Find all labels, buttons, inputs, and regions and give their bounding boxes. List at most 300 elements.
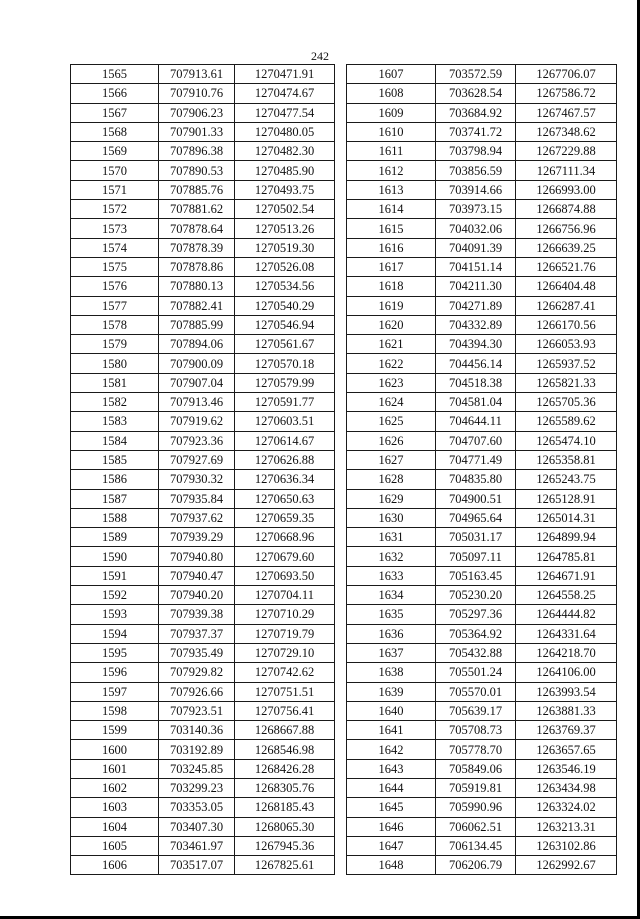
- point-id-cell: 1585: [71, 450, 159, 469]
- table-row: [71, 701, 335, 720]
- x-coordinate-cell: 704332.89: [436, 315, 516, 334]
- x-coordinate-cell: 707927.69: [159, 450, 235, 469]
- point-id-cell: 1566: [71, 84, 159, 103]
- y-coordinate-cell: 1270626.88: [235, 450, 335, 469]
- y-coordinate-cell: 1268546.98: [235, 740, 335, 759]
- point-id-cell: 1627: [347, 450, 436, 469]
- point-id-cell: 1639: [347, 682, 436, 701]
- point-id-cell: 1637: [347, 643, 436, 662]
- y-coordinate-cell: 1270540.29: [235, 296, 335, 315]
- y-coordinate-cell: 1270519.30: [235, 238, 335, 257]
- point-id-cell: 1594: [71, 624, 159, 643]
- x-coordinate-cell: 704900.51: [436, 489, 516, 508]
- x-coordinate-cell: 704965.64: [436, 508, 516, 527]
- table-row: [71, 142, 335, 161]
- point-id-cell: 1569: [71, 142, 159, 161]
- table-row: [347, 643, 617, 662]
- y-coordinate-cell: 1267467.57: [516, 103, 617, 122]
- point-id-cell: 1570: [71, 161, 159, 180]
- y-coordinate-cell: 1263102.86: [516, 836, 617, 855]
- x-coordinate-cell: 707894.06: [159, 335, 235, 354]
- y-coordinate-cell: 1267111.34: [516, 161, 617, 180]
- table-row: [347, 624, 617, 643]
- y-coordinate-cell: 1270482.30: [235, 142, 335, 161]
- point-id-cell: 1579: [71, 335, 159, 354]
- point-id-cell: 1623: [347, 373, 436, 392]
- table-row: [347, 65, 617, 84]
- table-row: [347, 393, 617, 412]
- table-row: [347, 663, 617, 682]
- x-coordinate-cell: 707885.99: [159, 315, 235, 334]
- y-coordinate-cell: 1270591.77: [235, 393, 335, 412]
- y-coordinate-cell: 1270485.90: [235, 161, 335, 180]
- y-coordinate-cell: 1270561.67: [235, 335, 335, 354]
- y-coordinate-cell: 1270471.91: [235, 65, 335, 84]
- x-coordinate-cell: 705639.17: [436, 701, 516, 720]
- table-row: [347, 778, 617, 797]
- point-id-cell: 1601: [71, 759, 159, 778]
- y-coordinate-cell: 1265243.75: [516, 470, 617, 489]
- x-coordinate-cell: 707878.39: [159, 238, 235, 257]
- table-row: [71, 663, 335, 682]
- point-id-cell: 1604: [71, 817, 159, 836]
- table-row: [71, 354, 335, 373]
- x-coordinate-cell: 707940.20: [159, 586, 235, 605]
- point-id-cell: 1607: [347, 65, 436, 84]
- x-coordinate-cell: 707890.53: [159, 161, 235, 180]
- table-row: [347, 431, 617, 450]
- table-row: [71, 643, 335, 662]
- table-row: [347, 84, 617, 103]
- y-coordinate-cell: 1266287.41: [516, 296, 617, 315]
- table-row: [347, 566, 617, 585]
- x-coordinate-cell: 707901.33: [159, 122, 235, 141]
- point-id-cell: 1568: [71, 122, 159, 141]
- point-id-cell: 1620: [347, 315, 436, 334]
- x-coordinate-cell: 707878.86: [159, 257, 235, 276]
- x-coordinate-cell: 706134.45: [436, 836, 516, 855]
- point-id-cell: 1606: [71, 856, 159, 875]
- table-row: [347, 759, 617, 778]
- point-id-cell: 1565: [71, 65, 159, 84]
- point-id-cell: 1632: [347, 547, 436, 566]
- x-coordinate-cell: 707913.46: [159, 393, 235, 412]
- x-coordinate-cell: 707926.66: [159, 682, 235, 701]
- table-row: [347, 200, 617, 219]
- table-row: [71, 721, 335, 740]
- x-coordinate-cell: 707900.09: [159, 354, 235, 373]
- x-coordinate-cell: 704211.30: [436, 277, 516, 296]
- point-id-cell: 1624: [347, 393, 436, 412]
- x-coordinate-cell: 707939.38: [159, 605, 235, 624]
- point-id-cell: 1573: [71, 219, 159, 238]
- table-row: [71, 682, 335, 701]
- y-coordinate-cell: 1264785.81: [516, 547, 617, 566]
- y-coordinate-cell: 1270636.34: [235, 470, 335, 489]
- table-row: [347, 856, 617, 875]
- y-coordinate-cell: 1263546.19: [516, 759, 617, 778]
- x-coordinate-cell: 707930.32: [159, 470, 235, 489]
- point-id-cell: 1599: [71, 721, 159, 740]
- table-row: [71, 798, 335, 817]
- table-row: [71, 103, 335, 122]
- point-id-cell: 1640: [347, 701, 436, 720]
- x-coordinate-cell: 703914.66: [436, 180, 516, 199]
- x-coordinate-cell: 705501.24: [436, 663, 516, 682]
- table-row: [347, 508, 617, 527]
- y-coordinate-cell: 1266639.25: [516, 238, 617, 257]
- coordinate-table-right-body: [347, 65, 617, 875]
- x-coordinate-cell: 705570.01: [436, 682, 516, 701]
- x-coordinate-cell: 707937.37: [159, 624, 235, 643]
- x-coordinate-cell: 707906.23: [159, 103, 235, 122]
- table-row: [347, 721, 617, 740]
- table-row: [347, 219, 617, 238]
- table-row: [71, 84, 335, 103]
- table-row: [347, 489, 617, 508]
- x-coordinate-cell: 707878.64: [159, 219, 235, 238]
- x-coordinate-cell: 707937.62: [159, 508, 235, 527]
- point-id-cell: 1580: [71, 354, 159, 373]
- y-coordinate-cell: 1270719.79: [235, 624, 335, 643]
- y-coordinate-cell: 1270546.94: [235, 315, 335, 334]
- table-row: [347, 547, 617, 566]
- y-coordinate-cell: 1265589.62: [516, 412, 617, 431]
- x-coordinate-cell: 703407.30: [159, 817, 235, 836]
- x-coordinate-cell: 706062.51: [436, 817, 516, 836]
- x-coordinate-cell: 703140.36: [159, 721, 235, 740]
- x-coordinate-cell: 704518.38: [436, 373, 516, 392]
- x-coordinate-cell: 707935.84: [159, 489, 235, 508]
- point-id-cell: 1626: [347, 431, 436, 450]
- table-row: [347, 798, 617, 817]
- point-id-cell: 1643: [347, 759, 436, 778]
- point-id-cell: 1581: [71, 373, 159, 392]
- point-id-cell: 1598: [71, 701, 159, 720]
- x-coordinate-cell: 707882.41: [159, 296, 235, 315]
- coordinate-table-left-body: [71, 65, 335, 875]
- table-row: [347, 528, 617, 547]
- x-coordinate-cell: 707923.51: [159, 701, 235, 720]
- point-id-cell: 1610: [347, 122, 436, 141]
- point-id-cell: 1586: [71, 470, 159, 489]
- x-coordinate-cell: 707896.38: [159, 142, 235, 161]
- point-id-cell: 1633: [347, 566, 436, 585]
- point-id-cell: 1587: [71, 489, 159, 508]
- x-coordinate-cell: 704091.39: [436, 238, 516, 257]
- y-coordinate-cell: 1264218.70: [516, 643, 617, 662]
- x-coordinate-cell: 705990.96: [436, 798, 516, 817]
- table-row: [347, 122, 617, 141]
- y-coordinate-cell: 1263657.65: [516, 740, 617, 759]
- table-row: [71, 586, 335, 605]
- table-row: [71, 200, 335, 219]
- point-id-cell: 1611: [347, 142, 436, 161]
- point-id-cell: 1638: [347, 663, 436, 682]
- y-coordinate-cell: 1267586.72: [516, 84, 617, 103]
- point-id-cell: 1619: [347, 296, 436, 315]
- point-id-cell: 1603: [71, 798, 159, 817]
- point-id-cell: 1629: [347, 489, 436, 508]
- point-id-cell: 1621: [347, 335, 436, 354]
- y-coordinate-cell: 1270742.62: [235, 663, 335, 682]
- y-coordinate-cell: 1263993.54: [516, 682, 617, 701]
- table-row: [71, 296, 335, 315]
- point-id-cell: 1605: [71, 836, 159, 855]
- point-id-cell: 1616: [347, 238, 436, 257]
- x-coordinate-cell: 704456.14: [436, 354, 516, 373]
- table-row: [71, 508, 335, 527]
- point-id-cell: 1591: [71, 566, 159, 585]
- y-coordinate-cell: 1270710.29: [235, 605, 335, 624]
- x-coordinate-cell: 703192.89: [159, 740, 235, 759]
- point-id-cell: 1608: [347, 84, 436, 103]
- y-coordinate-cell: 1270526.08: [235, 257, 335, 276]
- x-coordinate-cell: 703798.94: [436, 142, 516, 161]
- y-coordinate-cell: 1265014.31: [516, 508, 617, 527]
- y-coordinate-cell: 1270751.51: [235, 682, 335, 701]
- y-coordinate-cell: 1267348.62: [516, 122, 617, 141]
- point-id-cell: 1600: [71, 740, 159, 759]
- table-row: [71, 740, 335, 759]
- x-coordinate-cell: 705708.73: [436, 721, 516, 740]
- point-id-cell: 1645: [347, 798, 436, 817]
- table-row: [347, 315, 617, 334]
- y-coordinate-cell: 1268667.88: [235, 721, 335, 740]
- table-row: [71, 335, 335, 354]
- table-row: [71, 238, 335, 257]
- table-row: [347, 817, 617, 836]
- x-coordinate-cell: 705919.81: [436, 778, 516, 797]
- x-coordinate-cell: 707935.49: [159, 643, 235, 662]
- y-coordinate-cell: 1265474.10: [516, 431, 617, 450]
- x-coordinate-cell: 703628.54: [436, 84, 516, 103]
- y-coordinate-cell: 1266170.56: [516, 315, 617, 334]
- table-row: [71, 373, 335, 392]
- table-row: [347, 412, 617, 431]
- table-row: [347, 354, 617, 373]
- x-coordinate-cell: 705364.92: [436, 624, 516, 643]
- x-coordinate-cell: 705297.36: [436, 605, 516, 624]
- coordinate-table-right: [346, 64, 617, 875]
- point-id-cell: 1631: [347, 528, 436, 547]
- point-id-cell: 1567: [71, 103, 159, 122]
- x-coordinate-cell: 704151.14: [436, 257, 516, 276]
- y-coordinate-cell: 1270474.67: [235, 84, 335, 103]
- point-id-cell: 1574: [71, 238, 159, 257]
- x-coordinate-cell: 703856.59: [436, 161, 516, 180]
- point-id-cell: 1642: [347, 740, 436, 759]
- y-coordinate-cell: 1263434.98: [516, 778, 617, 797]
- x-coordinate-cell: 707929.82: [159, 663, 235, 682]
- x-coordinate-cell: 703572.59: [436, 65, 516, 84]
- y-coordinate-cell: 1266521.76: [516, 257, 617, 276]
- point-id-cell: 1593: [71, 605, 159, 624]
- x-coordinate-cell: 707940.80: [159, 547, 235, 566]
- table-row: [347, 373, 617, 392]
- x-coordinate-cell: 704581.04: [436, 393, 516, 412]
- table-row: [71, 605, 335, 624]
- y-coordinate-cell: 1270704.11: [235, 586, 335, 605]
- y-coordinate-cell: 1265705.36: [516, 393, 617, 412]
- y-coordinate-cell: 1266053.93: [516, 335, 617, 354]
- x-coordinate-cell: 704707.60: [436, 431, 516, 450]
- table-row: [347, 605, 617, 624]
- x-coordinate-cell: 703245.85: [159, 759, 235, 778]
- y-coordinate-cell: 1270668.96: [235, 528, 335, 547]
- point-id-cell: 1647: [347, 836, 436, 855]
- point-id-cell: 1582: [71, 393, 159, 412]
- table-row: [347, 277, 617, 296]
- point-id-cell: 1584: [71, 431, 159, 450]
- x-coordinate-cell: 705849.06: [436, 759, 516, 778]
- table-row: [71, 315, 335, 334]
- table-row: [71, 778, 335, 797]
- point-id-cell: 1597: [71, 682, 159, 701]
- point-id-cell: 1646: [347, 817, 436, 836]
- x-coordinate-cell: 705230.20: [436, 586, 516, 605]
- y-coordinate-cell: 1264558.25: [516, 586, 617, 605]
- y-coordinate-cell: 1270679.60: [235, 547, 335, 566]
- y-coordinate-cell: 1270534.56: [235, 277, 335, 296]
- point-id-cell: 1595: [71, 643, 159, 662]
- x-coordinate-cell: 707919.62: [159, 412, 235, 431]
- y-coordinate-cell: 1270729.10: [235, 643, 335, 662]
- y-coordinate-cell: 1270480.05: [235, 122, 335, 141]
- table-row: [71, 817, 335, 836]
- point-id-cell: 1641: [347, 721, 436, 740]
- table-row: [71, 528, 335, 547]
- x-coordinate-cell: 707907.04: [159, 373, 235, 392]
- x-coordinate-cell: 707885.76: [159, 180, 235, 199]
- point-id-cell: 1571: [71, 180, 159, 199]
- point-id-cell: 1625: [347, 412, 436, 431]
- y-coordinate-cell: 1270650.63: [235, 489, 335, 508]
- table-row: [71, 431, 335, 450]
- x-coordinate-cell: 707923.36: [159, 431, 235, 450]
- x-coordinate-cell: 705432.88: [436, 643, 516, 662]
- table-row: [71, 257, 335, 276]
- y-coordinate-cell: 1267706.07: [516, 65, 617, 84]
- point-id-cell: 1636: [347, 624, 436, 643]
- x-coordinate-cell: 703517.07: [159, 856, 235, 875]
- table-row: [347, 682, 617, 701]
- point-id-cell: 1576: [71, 277, 159, 296]
- x-coordinate-cell: 707881.62: [159, 200, 235, 219]
- table-row: [71, 450, 335, 469]
- x-coordinate-cell: 703684.92: [436, 103, 516, 122]
- y-coordinate-cell: 1270693.50: [235, 566, 335, 585]
- point-id-cell: 1575: [71, 257, 159, 276]
- point-id-cell: 1578: [71, 315, 159, 334]
- table-row: [347, 238, 617, 257]
- y-coordinate-cell: 1270502.54: [235, 200, 335, 219]
- y-coordinate-cell: 1264899.94: [516, 528, 617, 547]
- point-id-cell: 1583: [71, 412, 159, 431]
- table-row: [71, 412, 335, 431]
- x-coordinate-cell: 704771.49: [436, 450, 516, 469]
- point-id-cell: 1590: [71, 547, 159, 566]
- y-coordinate-cell: 1270493.75: [235, 180, 335, 199]
- y-coordinate-cell: 1270603.51: [235, 412, 335, 431]
- y-coordinate-cell: 1264444.82: [516, 605, 617, 624]
- point-id-cell: 1592: [71, 586, 159, 605]
- table-row: [347, 836, 617, 855]
- point-id-cell: 1613: [347, 180, 436, 199]
- y-coordinate-cell: 1267229.88: [516, 142, 617, 161]
- y-coordinate-cell: 1270756.41: [235, 701, 335, 720]
- point-id-cell: 1648: [347, 856, 436, 875]
- point-id-cell: 1602: [71, 778, 159, 797]
- point-id-cell: 1628: [347, 470, 436, 489]
- coordinate-table-left: [70, 64, 335, 875]
- x-coordinate-cell: 707880.13: [159, 277, 235, 296]
- table-row: [71, 856, 335, 875]
- y-coordinate-cell: 1263213.31: [516, 817, 617, 836]
- table-row: [71, 393, 335, 412]
- y-coordinate-cell: 1268065.30: [235, 817, 335, 836]
- x-coordinate-cell: 705031.17: [436, 528, 516, 547]
- y-coordinate-cell: 1265128.91: [516, 489, 617, 508]
- x-coordinate-cell: 704394.30: [436, 335, 516, 354]
- y-coordinate-cell: 1267945.36: [235, 836, 335, 855]
- table-row: [347, 701, 617, 720]
- table-row: [71, 489, 335, 508]
- point-id-cell: 1588: [71, 508, 159, 527]
- y-coordinate-cell: 1266756.96: [516, 219, 617, 238]
- y-coordinate-cell: 1262992.67: [516, 856, 617, 875]
- point-id-cell: 1618: [347, 277, 436, 296]
- point-id-cell: 1577: [71, 296, 159, 315]
- y-coordinate-cell: 1270513.26: [235, 219, 335, 238]
- point-id-cell: 1644: [347, 778, 436, 797]
- table-row: [347, 586, 617, 605]
- point-id-cell: 1609: [347, 103, 436, 122]
- y-coordinate-cell: 1267825.61: [235, 856, 335, 875]
- y-coordinate-cell: 1270477.54: [235, 103, 335, 122]
- table-row: [71, 759, 335, 778]
- point-id-cell: 1622: [347, 354, 436, 373]
- table-row: [347, 450, 617, 469]
- x-coordinate-cell: 707913.61: [159, 65, 235, 84]
- point-id-cell: 1617: [347, 257, 436, 276]
- x-coordinate-cell: 707939.29: [159, 528, 235, 547]
- table-row: [71, 180, 335, 199]
- y-coordinate-cell: 1266404.48: [516, 277, 617, 296]
- y-coordinate-cell: 1270614.67: [235, 431, 335, 450]
- y-coordinate-cell: 1265937.52: [516, 354, 617, 373]
- table-row: [71, 122, 335, 141]
- y-coordinate-cell: 1270570.18: [235, 354, 335, 373]
- x-coordinate-cell: 703741.72: [436, 122, 516, 141]
- point-id-cell: 1615: [347, 219, 436, 238]
- table-row: [71, 219, 335, 238]
- point-id-cell: 1612: [347, 161, 436, 180]
- y-coordinate-cell: 1263324.02: [516, 798, 617, 817]
- x-coordinate-cell: 705097.11: [436, 547, 516, 566]
- y-coordinate-cell: 1264106.00: [516, 663, 617, 682]
- x-coordinate-cell: 704271.89: [436, 296, 516, 315]
- table-row: [71, 470, 335, 489]
- x-coordinate-cell: 705163.45: [436, 566, 516, 585]
- table-row: [71, 547, 335, 566]
- x-coordinate-cell: 703461.97: [159, 836, 235, 855]
- y-coordinate-cell: 1264331.64: [516, 624, 617, 643]
- x-coordinate-cell: 703353.05: [159, 798, 235, 817]
- page-number: 242: [311, 49, 329, 63]
- y-coordinate-cell: 1268305.76: [235, 778, 335, 797]
- y-coordinate-cell: 1265821.33: [516, 373, 617, 392]
